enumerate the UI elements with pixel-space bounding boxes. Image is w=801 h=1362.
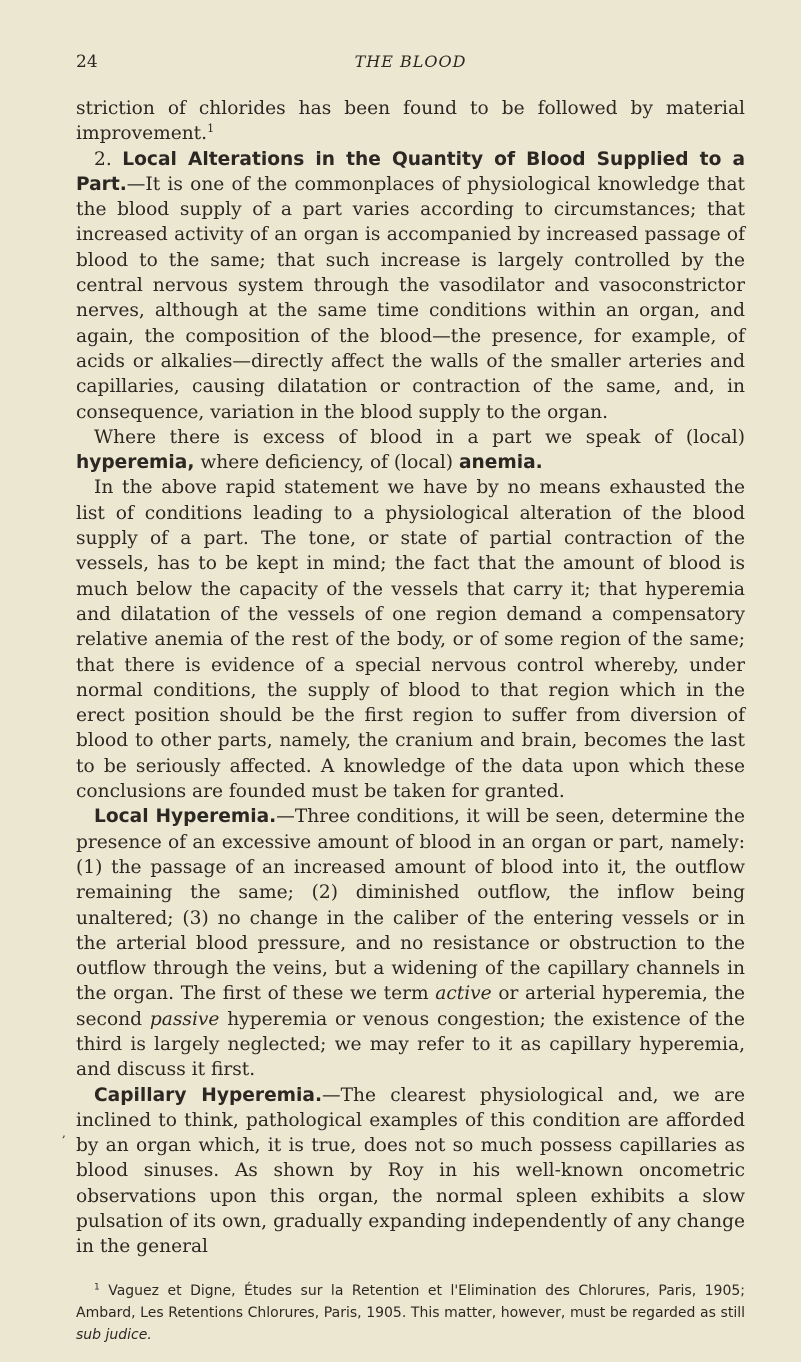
footnote-marker: 1 — [94, 1282, 100, 1292]
footnote-text: Vaguez et Digne, Études sur la Retention et l'Elimination des Chlorures, Paris, 1905; Ambard, Les Retentions Chlorures, Paris, 1905. This matter, however, must be regarded as still — [76, 1282, 745, 1321]
paragraph-text: or arterial hyperemia, the second — [76, 983, 745, 1030]
paragraph-text: striction of chlorides has been found to be followed by material improvement. — [76, 98, 745, 145]
paragraph-continuation — [76, 96, 745, 147]
paragraph-local-hyperemia — [76, 804, 745, 1082]
paragraph-text: —It is one of the commonplaces of physiological knowledge that the blood supply of a part varies according to circumstances; that increased activity of an organ is accompanied by increased passage of blood to the same; that such increase is largely controlled by the central nervous system through the vasodilator and vasoconstrictor nerves, although at the same time conditions within an organ, and again, the composition of the blood—the presence, for example, of acids or alkalies—directly affect the walls of the smaller arteries and capillaries, causing dilatation or contraction of the same, and, in consequence, variation in the blood supply to the organ. — [76, 173, 745, 423]
subsection-heading: Capillary Hyperemia. — [94, 1084, 323, 1106]
paragraph-text: —Three conditions, it will be seen, determine the presence of an excessive amount of blood in an organ or part, namely: (1) the passage of an increased amount of blood into it, the outflow remaining the same; (2) diminished outflow, the inflow being unaltered; (3) no change in the caliber of the entering vessels or in the arterial blood pressure, and no resistance or obstruction to the outflow through the veins, but a widening of the capillary channels in the organ. The first of these we term — [76, 806, 745, 1005]
section-number: 2. — [94, 148, 123, 170]
section-heading: Local Alterations in the Quantity of Blood Supplied to a Part. — [76, 148, 746, 195]
footnote — [76, 1280, 745, 1346]
paragraph-text: —The clearest physiological and, we are inclined to think, pathological examples of this condition are afforded by an organ which, it is true, does not so much possess capillaries as blood sinuses. As shown by Roy in his well-known oncometric observations upon this organ, the normal spleen exhibits a slow pulsation of its own, gradually expanding independently of any change in the general — [76, 1084, 745, 1258]
margin-mark: , — [62, 1126, 66, 1140]
paragraph-local-alterations — [76, 147, 745, 425]
page-header — [76, 52, 745, 82]
paragraph-conditions — [76, 475, 745, 804]
subsection-heading: Local Hyperemia. — [94, 806, 277, 828]
term-anemia: anemia. — [458, 452, 543, 474]
emphasis-passive: passive — [149, 1008, 220, 1030]
emphasis-active: active — [435, 983, 492, 1005]
running-head: THE BLOOD — [354, 52, 467, 71]
footnote-reference: 1 — [207, 122, 215, 136]
paragraph-definitions — [76, 425, 745, 476]
paragraph-text: where deficiency, of (local) — [194, 452, 459, 474]
paragraph-text: Where there is excess of blood in a part we speak of (local) — [94, 426, 745, 448]
paragraph-capillary-hyperemia — [76, 1083, 745, 1260]
paragraph-text: In the above rapid statement we have by no means exhausted the list of conditions leading to a physiological alteration of the blood supply of a part. The tone, or state of partial contraction of the vessels, has to be kept in mind; the fact that the amount of blood is much below the capacity of the vessels that carry it; that hyperemia and dilatation of the vessels of one region demand a compensatory relative anemia of the rest of the body, or of some region of the same; that there is evidence of a special nervous control whereby, under normal conditions, the supply of blood to that region which in the erect position should be the first region to suffer from diversion of blood to other parts, namely, the cranium and brain, becomes the last to be seriously affected. A knowledge of the data upon which these conclusions are founded must be taken for granted. — [76, 477, 745, 803]
paragraph-text: hyperemia or venous congestion; the existence of the third is largely neglected; we may refer to it as capillary hyperemia, and discuss it first. — [76, 1008, 745, 1081]
footnote-emphasis: sub judice. — [76, 1326, 152, 1343]
page-number: 24 — [76, 52, 98, 72]
term-hyperemia: hyperemia, — [76, 452, 195, 474]
body-text — [76, 96, 745, 1260]
